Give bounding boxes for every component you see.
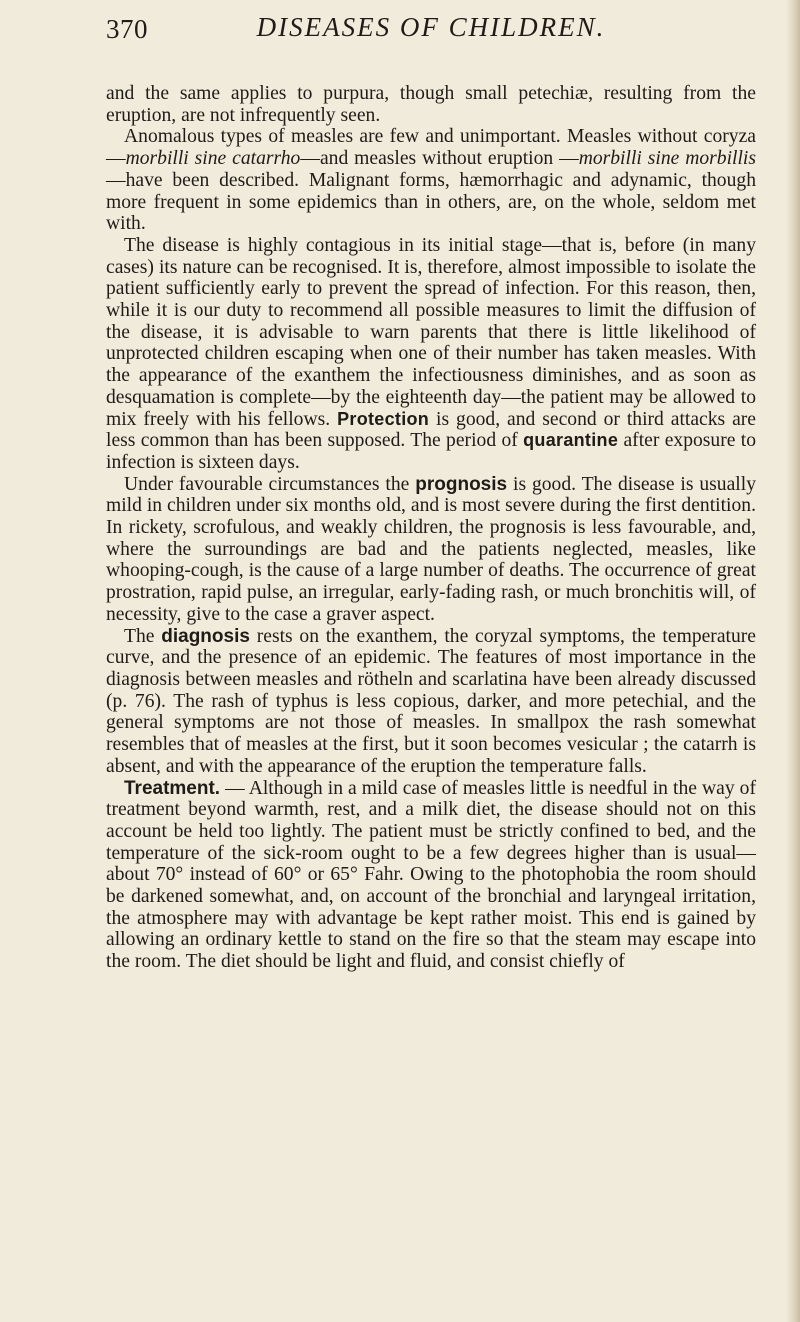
page-edge-shadow [786,0,800,1322]
heading-protection: Protection [337,408,430,429]
text-run: The disease is highly contagious in its initial stage—that is, before (in many cases) its nature can be recognised. It is, therefore, almost impossible to isolate the patient sufficiently early to prevent the spread of infection. For this reason, then, while it is our duty to recommend all possible measures to limit the diffusion of the disease, it is advisable to warn parents that there is little likelihood of unprotected children escaping when one of their number has taken measles. With the appearance of the exanthem the infectiousness diminishes, and as soon as desquamation is complete—by the eighteenth day—the patient may be allowed to mix freely with his fellows. [106,234,756,430]
running-head [106,8,756,52]
latin-term: morbilli sine catarrho [125,148,301,170]
text-run: —have been described. Malignant forms, hæmorrhagic and adynamic, though more frequent in some epidemics than in others, are, on the whole, seldom met with. [106,169,756,235]
text-run: — Although in a mild case of measles little is needful in the way of treatment beyond warmth, rest, and a milk diet, the disease should not on this account be held too lightly. The patient must be strictly confined to bed, and the temperature of the sick-room ought to be a few degrees higher than is usual—about 70° instead of 60° or 65° Fahr. Owing to the photophobia the room should be darkened somewhat, and, on account of the bronchial and laryngeal irritation, the atmosphere may with advantage be kept rather moist. This end is gained by allowing an ordinary kettle to stand on the fire so that the steam may escape into the room. The diet should be light and fluid, and consist chiefly of [106,777,756,973]
paragraph-contagion [106,235,756,474]
body-text [106,83,756,973]
heading-quarantine: quarantine [523,430,619,451]
paragraph-purpura: and the same applies to purpura, though small petechiæ, resulting from the eruption, are not infrequently seen. [106,83,756,126]
text-run: after exposure to infection is sixteen days. [106,430,757,473]
text-run: Anomalous types of measles are few and unimportant. Measles without coryza— [106,126,756,170]
paragraph-treatment [106,778,756,973]
paragraph-diagnosis [106,626,756,778]
heading-diagnosis: diagnosis [161,625,250,647]
text-run: is good. The disease is usually mild in children under six months old, and is most severe during the first dentition. In rickety, scrofulous, and weakly children, the prognosis is less favourable, and, where the surroundings are bad and the patients neglected, measles, like whooping-cough, is the cause of a large number of deaths. The occurrence of great prostration, rapid pulse, an irregular, early-fading rash, or much bronchitis will, of necessity, give to the case a graver aspect. [106,473,756,625]
latin-term: morbilli sine morbillis [578,148,756,170]
paragraph-prognosis [106,474,756,626]
text-run: The [124,625,155,647]
page-number: 370 [106,14,148,44]
heading-treatment: Treatment. [124,777,221,799]
text-run: —and measles without eruption — [300,148,579,170]
text-run: is good, and second or third attacks are less common than has been supposed. The period of [106,408,756,452]
text-run: rests on the exanthem, the coryzal symptoms, the temperature curve, and the presence of an epidemic. The features of most importance in the diagnosis between measles and rötheln and scarlatina have been already discussed (p. 76). The rash of typhus is less copious, darker, and more petechial, and the general symptoms are not those of measles. In smallpox the rash somewhat resembles that of measles at the first, but it soon becomes vesicular ; the catarrh is absent, and with the appearance of the eruption the temperature falls. [106,625,756,777]
paragraph-anomalous-types [106,126,756,235]
heading-prognosis: prognosis [415,473,508,495]
text-run: Under favourable circumstances the [124,473,410,495]
page-title: DISEASES OF CHILDREN. [256,12,606,42]
